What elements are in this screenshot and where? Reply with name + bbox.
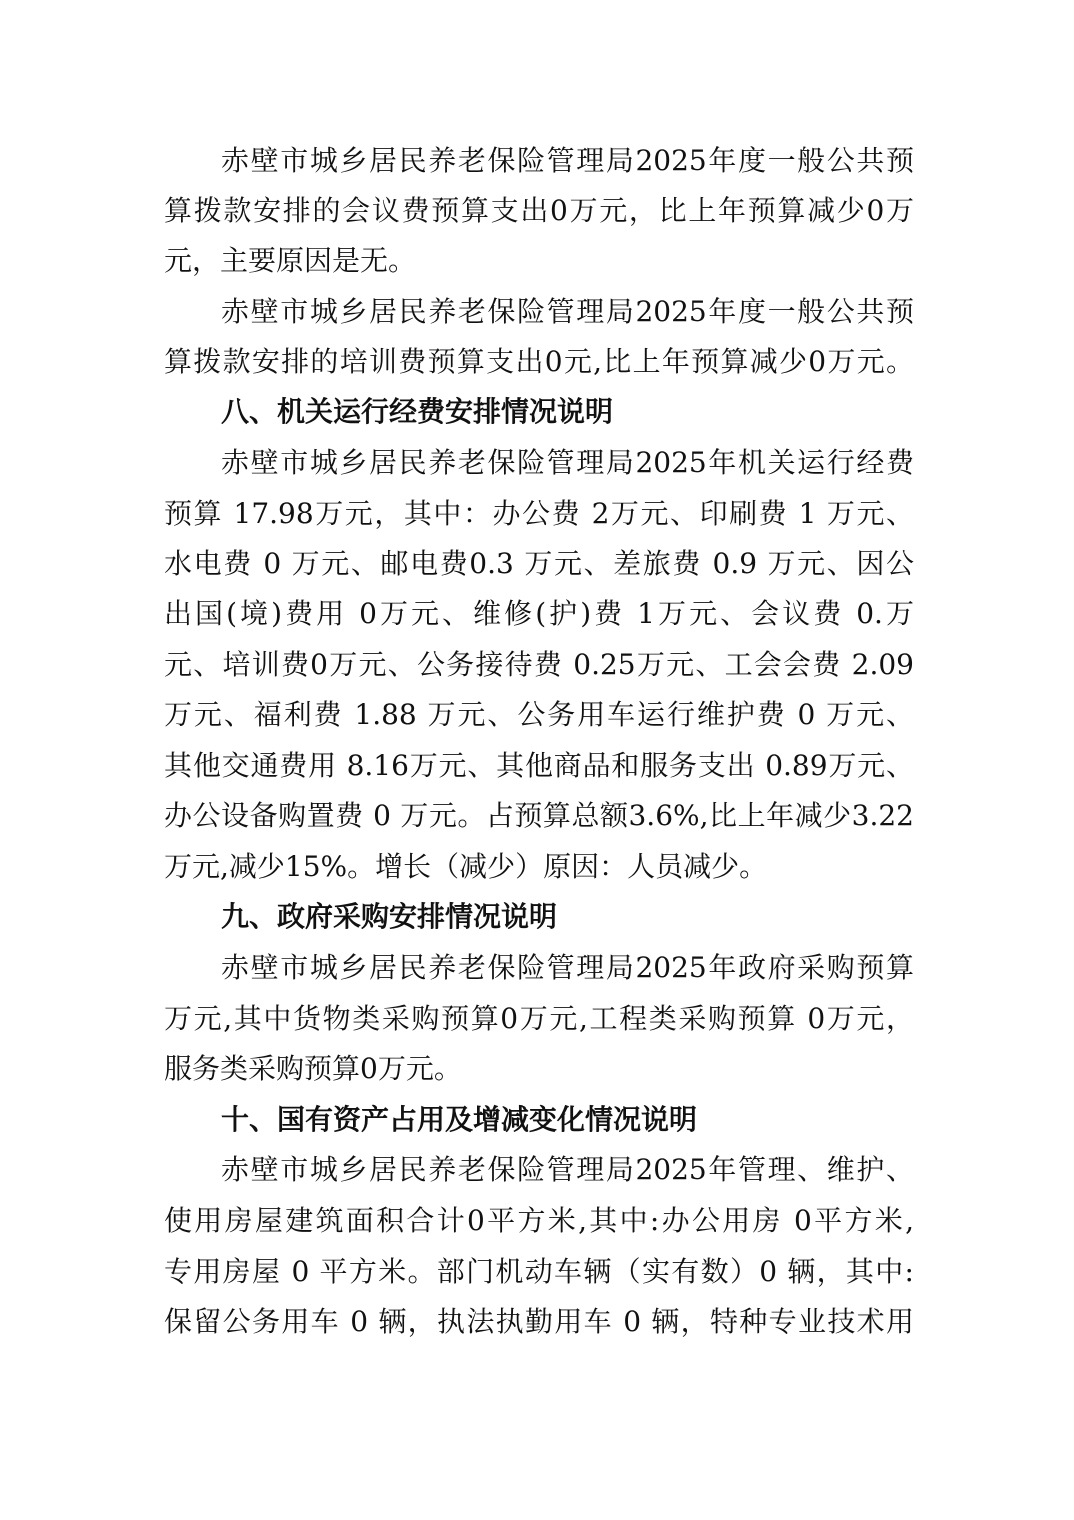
paragraph-line: 赤壁市城乡居民养老保险管理局2025年度一般公共预 xyxy=(221,295,914,328)
paragraph-line: 专用房屋 0 平方米。部门机动车辆（实有数）0 辆，其中: xyxy=(164,1255,914,1288)
paragraph-line: 保留公务用车 0 辆，执法执勤用车 0 辆，特种专业技术用 xyxy=(164,1305,914,1338)
paragraph-line: 办公设备购置费 0 万元。占预算总额3.6%,比上年减少3.22 xyxy=(164,799,914,832)
paragraph-line: 赤壁市城乡居民养老保险管理局2025年度一般公共预 xyxy=(221,144,914,177)
paragraph-line: 出国(境)费用 0万元、维修(护)费 1万元、会议费 0.万 xyxy=(164,597,914,630)
paragraph-line: 其他交通费用 8.16万元、其他商品和服务支出 0.89万元、 xyxy=(164,749,914,782)
paragraph-line: 预算 17.98万元，其中：办公费 2万元、印刷费 1 万元、 xyxy=(164,497,914,530)
section-heading: 十、国有资产占用及增减变化情况说明 xyxy=(221,1103,698,1136)
section-heading: 九、政府采购安排情况说明 xyxy=(221,900,558,933)
paragraph-line: 算拨款安排的培训费预算支出0元,比上年预算减少0万元。 xyxy=(164,345,914,378)
paragraph-line: 服务类采购预算0万元。 xyxy=(164,1052,462,1085)
paragraph-line: 算拨款安排的会议费预算支出0万元，比上年预算减少0万 xyxy=(164,194,914,227)
section-heading: 八、机关运行经费安排情况说明 xyxy=(221,395,614,428)
paragraph-line: 元、培训费0万元、公务接待费 0.25万元、工会会费 2.09 xyxy=(164,648,914,681)
paragraph-line: 万元,减少15%。增长（减少）原因：人员减少。 xyxy=(164,850,768,883)
paragraph-line: 赤壁市城乡居民养老保险管理局2025年管理、维护、 xyxy=(221,1153,914,1186)
paragraph-line: 万元,其中货物类采购预算0万元,工程类采购预算 0万元， xyxy=(164,1002,914,1035)
paragraph-line: 水电费 0 万元、邮电费0.3 万元、差旅费 0.9 万元、因公 xyxy=(164,547,914,580)
paragraph-line: 万元、福利费 1.88 万元、公务用车运行维护费 0 万元、 xyxy=(164,698,914,731)
paragraph-line: 赤壁市城乡居民养老保险管理局2025年政府采购预算 xyxy=(221,951,914,984)
paragraph-line: 使用房屋建筑面积合计0平方米,其中:办公用房 0平方米, xyxy=(164,1204,914,1237)
paragraph-line: 赤壁市城乡居民养老保险管理局2025年机关运行经费 xyxy=(221,446,914,479)
paragraph-line: 元，主要原因是无。 xyxy=(164,244,417,277)
